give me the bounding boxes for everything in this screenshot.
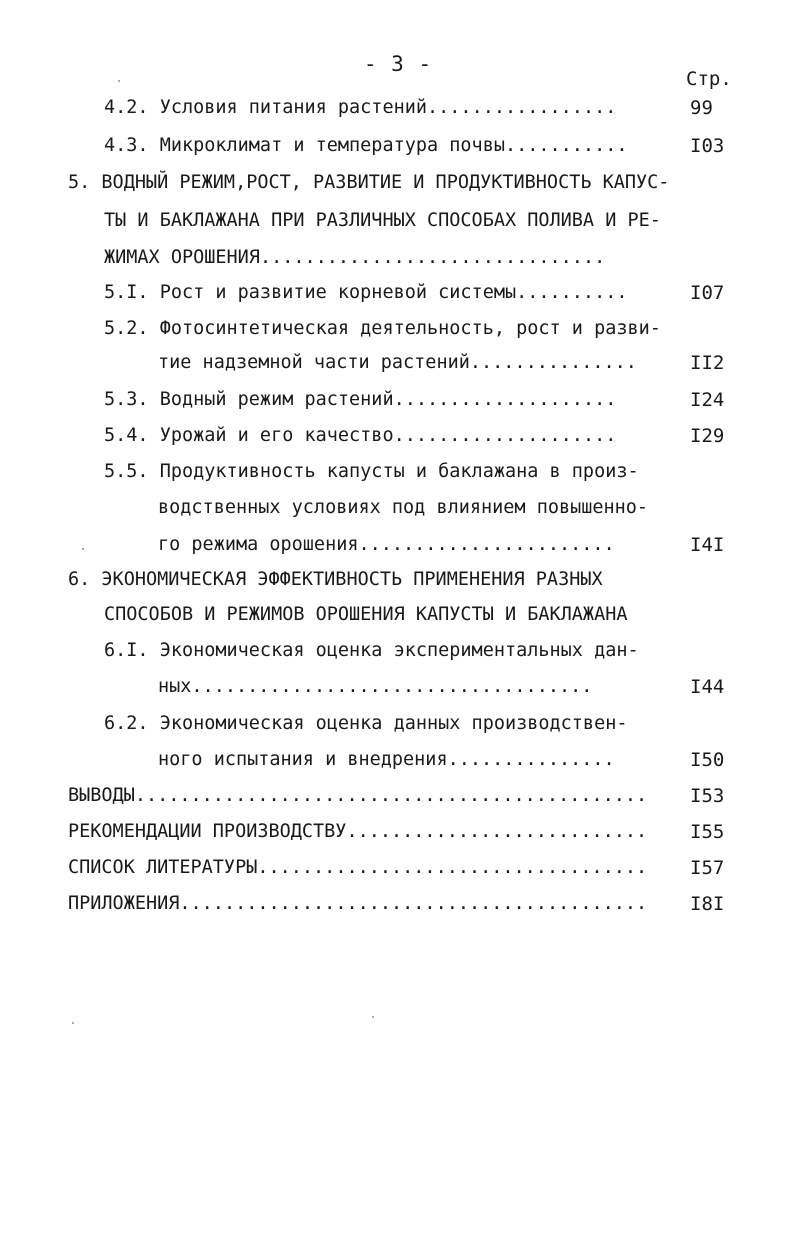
toc-entry-5-3	[104, 385, 616, 415]
toc-chapter-6-line2: СПОСОБОВ И РЕЖИМОВ ОРОШЕНИЯ КАПУСТЫ И БАКЛАЖАНА	[104, 604, 628, 625]
toc-leader-dots: ..............................................	[134, 785, 648, 806]
toc-leader-dots: ...........................	[346, 821, 648, 842]
toc-entry-title: РЕКОМЕНДАЦИИ ПРОИЗВОДСТВУ	[68, 821, 347, 842]
toc-leader-dots: ...............	[469, 352, 637, 373]
toc-leader-dots: .................	[427, 97, 617, 118]
toc-leader-dots: ..........	[516, 282, 628, 303]
toc-page-number: I24	[690, 389, 725, 411]
toc-entry-6-1-line2	[158, 672, 592, 702]
page-number: - 3 -	[363, 52, 433, 76]
toc-leader-dots: ...............	[447, 749, 615, 770]
toc-entry-title: 5.4. Урожай и его качество	[104, 425, 394, 446]
toc-chapter-5-line2: ТЫ И БАКЛАЖАНА ПРИ РАЗЛИЧНЫХ СПОСОБАХ ПОЛИВА И РЕ-	[104, 210, 661, 231]
toc-leader-dots: ....................	[393, 389, 617, 410]
toc-page-number: I55	[690, 821, 725, 843]
toc-references	[68, 853, 647, 883]
page-column-label: Стр.	[686, 68, 732, 90]
toc-entry-6-2-line1: 6.2. Экономическая оценка данных производствен-	[104, 713, 628, 734]
toc-entry-title: го режима орошения	[158, 534, 359, 555]
toc-entry-title: ЖИМАХ ОРОШЕНИЯ	[104, 247, 260, 268]
toc-leader-dots: ...........	[504, 135, 628, 156]
toc-entry-title: ВЫВОДЫ	[68, 785, 135, 806]
toc-appendices	[68, 889, 647, 919]
toc-page-number: 99	[690, 97, 713, 119]
toc-entry-5-5-line2: водственных условиях под влиянием повышенно-	[158, 497, 649, 518]
toc-entry-5-5-line3	[158, 530, 615, 560]
toc-entry-title: 4.3. Микроклимат и температура почвы	[104, 135, 505, 156]
toc-leader-dots: .......................	[358, 534, 615, 555]
toc-entry-title: 4.2. Условия питания растений	[104, 97, 428, 118]
toc-page-number: II2	[690, 352, 725, 374]
toc-page-number: I50	[690, 749, 725, 771]
toc-page-number: I53	[690, 785, 725, 807]
toc-conclusions	[68, 781, 647, 811]
toc-entry-5-2-line1: 5.2. Фотосинтетическая деятельность, рост и разви-	[104, 318, 661, 339]
toc-page-number: I07	[690, 282, 725, 304]
toc-entry-5-1	[104, 278, 628, 308]
toc-leader-dots: ....................	[393, 425, 617, 446]
toc-page-number: I57	[690, 857, 725, 879]
toc-page-number: I44	[690, 676, 725, 698]
toc-recommendations	[68, 817, 647, 847]
toc-entry-title: 5.I. Рост и развитие корневой системы	[104, 282, 517, 303]
toc-entry-title: тие надземной части растений	[158, 352, 470, 373]
toc-leader-dots: ....................................	[191, 676, 593, 697]
toc-page-number: I03	[690, 135, 725, 157]
toc-entry-title: ного испытания и внедрения	[158, 749, 448, 770]
toc-chapter-5-line3	[104, 243, 605, 273]
toc-chapter-6-line1: 6. ЭКОНОМИЧЕСКАЯ ЭФФЕКТИВНОСТЬ ПРИМЕНЕНИЯ РАЗНЫХ	[68, 569, 603, 590]
toc-leader-dots: ..........................................	[179, 893, 648, 914]
toc-page-number: I4I	[690, 534, 725, 556]
scan-speck	[118, 80, 120, 82]
toc-page-number: I8I	[690, 893, 725, 915]
scan-speck	[372, 1016, 374, 1018]
toc-leader-dots: ...............................	[259, 247, 606, 268]
toc-entry-6-1-line1: 6.I. Экономическая оценка экспериментальных дан-	[104, 640, 639, 661]
toc-entry-title: ных	[158, 676, 192, 697]
toc-entry-6-2-line2	[158, 745, 615, 775]
toc-entry-title: СПИСОК ЛИТЕРАТУРЫ	[68, 857, 258, 878]
toc-chapter-5-line1: 5. ВОДНЫЙ РЕЖИМ,РОСТ, РАЗВИТИЕ И ПРОДУКТИВНОСТЬ КАПУС-	[68, 172, 670, 193]
scan-speck	[82, 548, 84, 550]
toc-page-number: I29	[690, 425, 725, 447]
toc-entry-5-2-line2	[158, 348, 637, 378]
toc-entry-5-5-line1: 5.5. Продуктивность капусты и баклажана в произ-	[104, 461, 639, 482]
toc-entry-5-4	[104, 421, 616, 451]
toc-entry-title: 5.3. Водный режим растений	[104, 389, 394, 410]
toc-entry-title: ПРИЛОЖЕНИЯ	[68, 893, 180, 914]
toc-leader-dots: ...................................	[257, 857, 648, 878]
toc-entry-4-3	[104, 131, 628, 161]
toc-entry-4-2	[104, 93, 616, 123]
scan-speck	[72, 1022, 74, 1024]
